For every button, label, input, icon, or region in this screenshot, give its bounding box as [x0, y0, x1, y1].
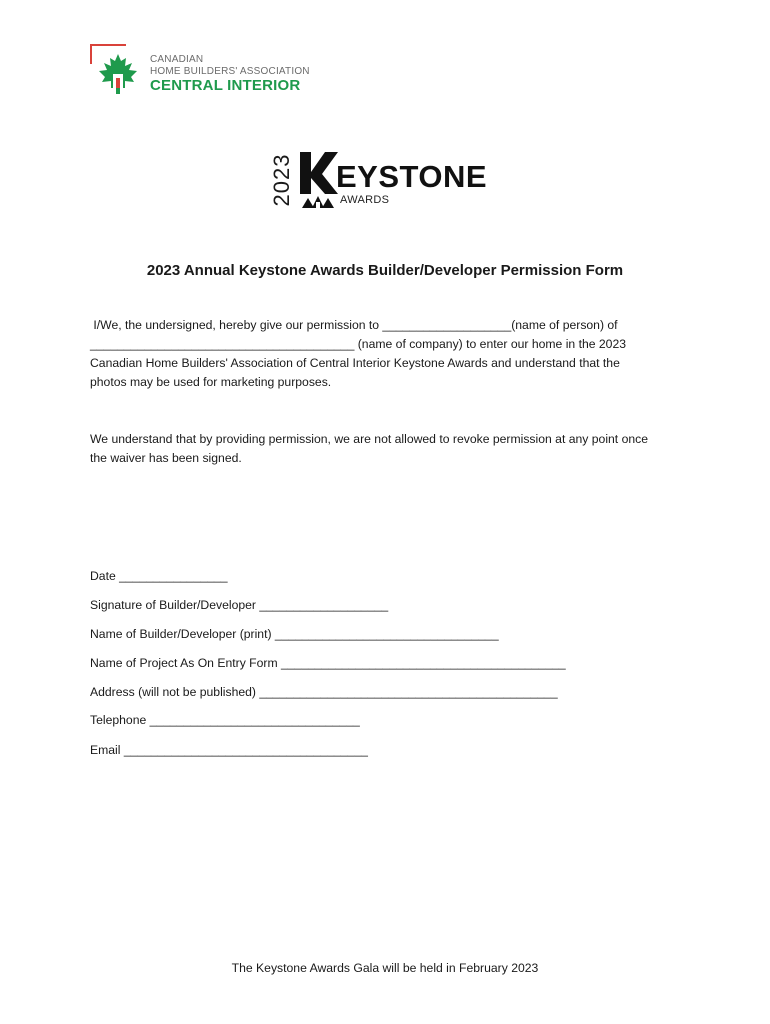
telephone-field[interactable]: Telephone _______________________________	[90, 713, 360, 727]
logo-bracket-left	[90, 44, 92, 64]
permission-paragraph-line: photos may be used for marketing purposes.	[90, 375, 332, 389]
permission-paragraph	[90, 316, 690, 392]
permission-paragraph-line: _______________________________________ (name of company) to enter our home in the 2023	[90, 337, 627, 351]
maple-leaf-house-icon	[96, 52, 140, 96]
logo-line-canadian: CANADIAN	[150, 54, 204, 65]
form-title: 2023 Annual Keystone Awards Builder/Developer Permission Form	[146, 262, 624, 279]
permission-paragraph-line: I/We, the undersigned, hereby give our permission to ___________________(name of person) of	[90, 318, 618, 332]
keystone-k-icon	[298, 150, 338, 210]
logo-year: 2023	[269, 153, 294, 207]
logo-bracket-top	[90, 44, 126, 46]
chba-central-interior-logo	[90, 44, 320, 100]
date-field[interactable]: Date ________________	[90, 569, 228, 583]
logo-line-central-interior: CENTRAL INTERIOR	[150, 77, 301, 94]
logo-awards-word: AWARDS	[340, 194, 390, 206]
address-field[interactable]: Address (will not be published) ____________________________________________	[90, 685, 558, 699]
email-field[interactable]: Email ____________________________________	[90, 743, 368, 757]
revoke-paragraph-line: the waiver has been signed.	[90, 451, 242, 465]
footer-note: The Keystone Awards Gala will be held in February 2023	[231, 961, 539, 975]
project-name-field[interactable]: Name of Project As On Entry Form __________________________________________	[90, 656, 566, 670]
logo-line-association: HOME BUILDERS' ASSOCIATION	[150, 66, 310, 77]
builder-name-print-field[interactable]: Name of Builder/Developer (print) _________________________________	[90, 627, 499, 641]
keystone-awards-logo	[268, 148, 498, 214]
revoke-paragraph	[90, 430, 690, 468]
signature-field[interactable]: Signature of Builder/Developer ___________________	[90, 598, 389, 612]
logo-keystone-word: EYSTONE	[336, 159, 488, 194]
revoke-paragraph-line: We understand that by providing permission, we are not allowed to revoke permission at any point once	[90, 432, 649, 446]
permission-paragraph-line: Canadian Home Builders' Association of Central Interior Keystone Awards and understand that the	[90, 356, 620, 370]
